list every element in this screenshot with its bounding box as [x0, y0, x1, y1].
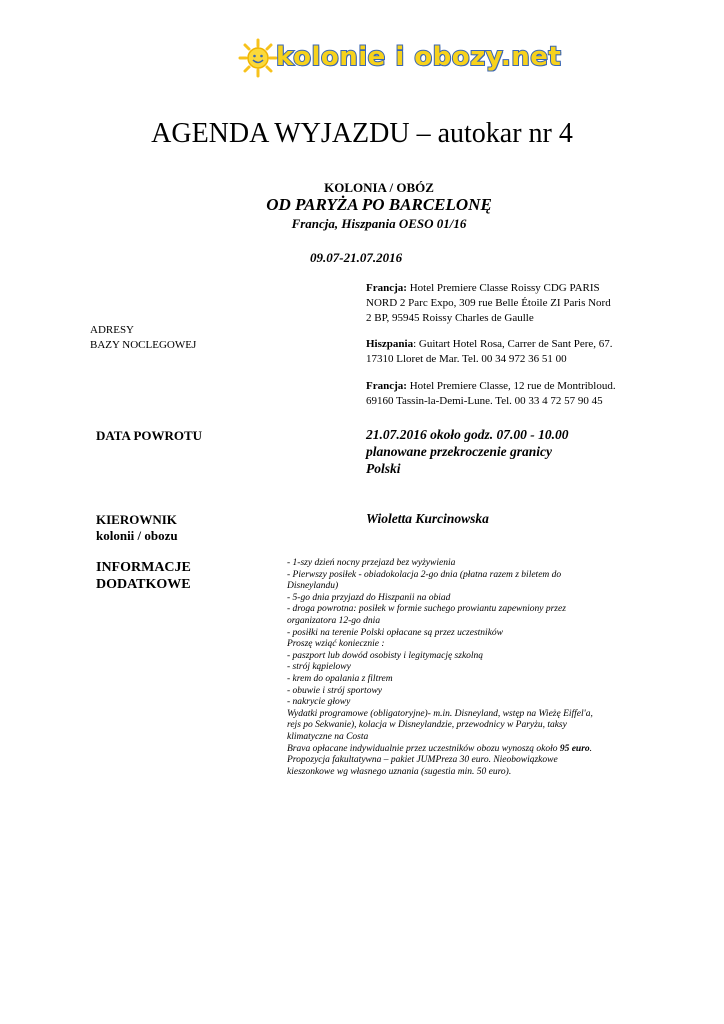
- address-country: Francja:: [366, 380, 407, 392]
- return-value: 21.07.2016 około godz. 07.00 - 10.00 planowane przekroczenie granicy Polski: [366, 427, 569, 476]
- camp-name: OD PARYŻA PO BARCELONĘ: [266, 195, 492, 214]
- info-line: Brava opłacane indywidualnie przez uczestników obozu wynoszą około 95 euro.: [287, 743, 593, 754]
- leader-name: Wioletta Kurcinowska: [366, 511, 489, 526]
- addresses-label: ADRESY BAZY NOCLEGOWEJ: [90, 324, 197, 351]
- info-line: - Pierwszy posiłek - obiadokolacja 2-go dnia (płatna razem z biletem do: [287, 569, 562, 580]
- info-line: klimatyczne na Costa: [287, 731, 369, 742]
- info-line: - 1-szy dzień nocny przejazd bez wyżywienia: [287, 558, 456, 568]
- info-line: - strój kąpielowy: [287, 662, 351, 673]
- info-line: - nakrycie głowy: [287, 697, 351, 708]
- page-title: AGENDA WYJAZDU – autokar nr 4: [151, 118, 573, 149]
- info-line: rejs po Sekwanie), kolacja w Disneylandzie, przewodnicy w Paryżu, taksy: [287, 720, 567, 731]
- info-label: INFORMACJE DODATKOWE: [96, 560, 191, 592]
- info-line: - paszport lub dowód osobisty i legitymację szkolną: [287, 650, 484, 661]
- info-line: - posiłki na terenie Polski opłacane są przez uczestników: [287, 627, 503, 638]
- logo-text: kolonie i obozy.net: [276, 42, 562, 72]
- address-france-lyon: Francja: Hotel Premiere Classe, 12 rue de Montribloud. 69160 Tassin-la-Demi-Lune. Tel. 00 33 4 72 57 90 45: [366, 380, 616, 407]
- info-line: organizatora 12-go dnia: [287, 615, 381, 626]
- info-line: - droga powrotna: posiłek w formie suchego prowiantu zapewniony przez: [287, 604, 566, 615]
- info-list: [287, 558, 657, 778]
- address-country: Hiszpania: [366, 338, 414, 350]
- info-line: Wydatki programowe (obligatoryjne)- m.in. Disneyland, wstęp na Wieżę Eiffel'a,: [287, 708, 593, 719]
- camp-country: Francja, Hiszpania OESO 01/16: [291, 216, 467, 231]
- info-line: kieszonkowe wg własnego uznania (sugestia min. 50 euro).: [287, 766, 512, 777]
- return-label: DATA POWROTU: [96, 428, 203, 443]
- camp-type: KOLONIA / OBÓZ: [324, 180, 434, 195]
- address-spain: Hiszpania: Guitart Hotel Rosa, Carrer de Sant Pere, 67. 17310 Lloret de Mar. Tel. 00 34 972 36 51 00: [366, 338, 613, 365]
- leader-label: KIEROWNIK kolonii / obozu: [96, 512, 178, 543]
- info-line: Propozycja fakultatywna – pakiet JUMPreza 30 euro. Nieobowiązkowe: [287, 755, 558, 766]
- trip-dates: 09.07-21.07.2016: [310, 250, 403, 265]
- info-line: - obuwie i strój sportowy: [287, 685, 383, 696]
- info-line: - krem do opalania z filtrem: [287, 673, 393, 684]
- info-line: Proszę wziąć koniecznie :: [287, 639, 385, 650]
- info-line: - 5-go dnia przyjazd do Hiszpanii na obiad: [287, 592, 451, 603]
- address-country: Francja:: [366, 282, 407, 294]
- info-line: Disneylandu): [287, 581, 339, 592]
- sun-icon: [238, 38, 278, 78]
- price-amount: 95 euro: [559, 743, 590, 754]
- address-france-paris: Francja: Hotel Premiere Classe Roissy CDG PARIS NORD 2 Parc Expo, 309 rue Belle Étoile ZI Paris Nord 2 BP, 95945 Roissy Charles de Gaulle: [366, 282, 611, 324]
- logo: [238, 38, 562, 78]
